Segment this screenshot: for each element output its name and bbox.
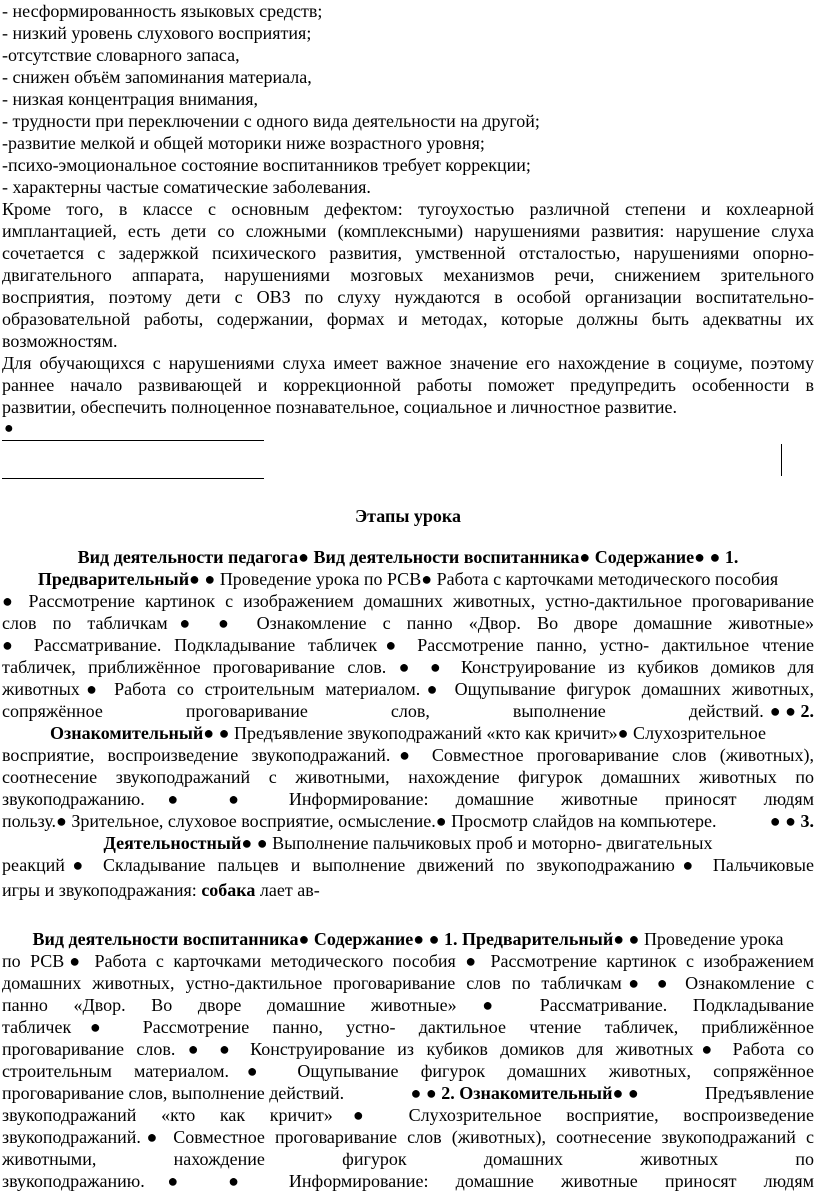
section1-line: слов по табличкам● ● Ознакомление с панно «Двор. Во дворе домашние животные» (2, 613, 814, 633)
section2-line: звукоподражаний.● Совместное проговаривание слов (животных), соотнесение звукоподражаний с (2, 1127, 814, 1147)
line-text: проговаривание слов, выполнение действий. (2, 1083, 345, 1103)
bullet-item: - характерны частые соматические заболевания. (2, 177, 371, 197)
stage-label: Ознакомительный● ● (49, 723, 230, 743)
section2-line: по РСВ● Работа с карточками методического пособия ● Рассмотрение картинок с изображением (2, 951, 814, 971)
paragraph-line: восприятия, поэтому дети с ОВЗ по слуху нуждаются в особой организации воспитательно- (2, 287, 814, 307)
bullet-dot: ● (4, 420, 14, 437)
stage-label: ● ● 2. Ознакомительный● ● (410, 1083, 639, 1103)
paragraph-line: имплантацией, есть дети со сложными (комплексными) нарушениями развития: нарушение слуха (2, 221, 814, 241)
section1-line (0, 832, 816, 854)
section1-line (2, 700, 814, 722)
bullet-item: -психо-эмоциональное состояние воспитанников требует коррекции; (2, 155, 531, 175)
section2-line (0, 928, 816, 950)
bullet-item: -отсутствие словарного запаса, (2, 45, 240, 65)
section1-line: восприятие, воспроизведение звукоподражаний.● Совместное проговаривание слов (животных), (2, 745, 814, 765)
line-text: сопряжённое проговаривание слов, выполнение действий. (2, 701, 764, 721)
paragraph-line: развитии, обеспечить полноценное познавательное, социальное и личностное развитие. (2, 397, 678, 417)
section1-line (0, 722, 816, 744)
section1-line (2, 810, 814, 832)
paragraph-line: сочетается с задержкой психического развития, умственной отсталостью, нарушениями опорно- (2, 243, 814, 263)
section2-heading: Вид деятельности воспитанника● Содержание● ● 1. Предварительный● ● (32, 929, 640, 949)
paragraph-line: раннее начало развивающей и коррекционной работы поможет предупредить особенности в (2, 375, 814, 395)
page-title: Этапы урока (354, 506, 462, 526)
bullet-item: - снижен объём запоминания материала, (2, 67, 312, 87)
line-text: Предъявление (705, 1083, 814, 1103)
section1-line (0, 568, 816, 590)
stage-label: Предварительный● ● (37, 569, 216, 589)
section2-line: звукоподражанию.● ● Информирование: домашние животные приносят людям (2, 1171, 814, 1191)
bullet-item: - несформированность языковых средств; (2, 1, 323, 21)
keyword-dog: собака (201, 880, 256, 900)
stage-text: Выполнение пальчиковых проб и моторно- двигательных (267, 833, 713, 853)
line-text: игры и звукоподражания: (2, 880, 202, 900)
section1-line: Вид деятельности педагога● Вид деятельности воспитанника● Содержание● ● 1. (77, 547, 739, 567)
horizontal-rule (2, 440, 264, 441)
section2-line: панно «Двор. Во дворе домашние животные» ● Рассматривание. Подкладывание (2, 995, 814, 1015)
section2-line: животными, нахождение фигурок домашних животных по (2, 1149, 814, 1169)
section1-line: ● Рассмотрение картинок с изображением домашних животных, устно-дактильное проговаривание (2, 591, 814, 611)
section2-line (2, 1082, 814, 1104)
stage-number: ● ● 3. (769, 811, 814, 831)
stage-text: Предъявление звукоподражаний «кто как кричит»● Слухозрительное (229, 723, 766, 743)
paragraph-line: двигательного аппарата, нарушениями мозговых механизмов речи, снижением зрительного (2, 265, 814, 285)
line-text: пользу.● Зрительное, слуховое восприятие, осмысление.● Просмотр слайдов на компьютере. (2, 811, 717, 831)
section1-line: соотнесение звукоподражаний с животными, нахождение фигурок домашних животных по (2, 767, 814, 787)
stage-text: Проведение урока (639, 929, 784, 949)
paragraph-line: Кроме того, в классе с основным дефектом: тугоухостью различной степени и кохлеарной (2, 199, 814, 219)
section1-line: звукоподражанию.● ● Информирование: домашние животные приносят людям (2, 789, 814, 809)
horizontal-rule (2, 478, 264, 479)
bullet-item: -развитие мелкой и общей моторики ниже возрастного уровня; (2, 133, 485, 153)
section2-line: домашних животных, устно-дактильное проговаривание слов по табличкам● ● Ознакомление с (2, 973, 814, 993)
stage-text: Проведение урока по РСВ● Работа с карточками методического пособия (215, 569, 779, 589)
bullet-item: - трудности при переключении с одного вида деятельности на другой; (2, 111, 540, 131)
section1-line: реакций● Складывание пальцев и выполнение движений по звукоподражанию● Пальчиковые (2, 855, 814, 875)
stage-label: Деятельностный● ● (103, 833, 268, 853)
section1-line: ● Рассматривание. Подкладывание табличек● Рассмотрение панно, устно- дактильное чтение (2, 635, 814, 655)
vertical-rule (781, 444, 782, 476)
section2-line: проговаривание слов. ● ● Конструирование из кубиков домиков для животных● Работа со (2, 1039, 814, 1059)
section1-line: табличек, приближённое проговаривание слов. ● ● Конструирование из кубиков домиков для (2, 657, 814, 677)
bullet-item: - низкий уровень слухового восприятия; (2, 23, 312, 43)
section1-line (2, 879, 320, 901)
section2-line: звукоподражаний «кто как кричит»● Слухозрительное восприятие, воспроизведение (2, 1105, 814, 1125)
section1-line: животных● Работа со строительным материалом.● Ощупывание фигурок домашних животных, (2, 679, 814, 699)
line-text: лает ав- (255, 880, 320, 900)
section2-line: табличек● Рассмотрение панно, устно- дактильное чтение табличек, приближённое (2, 1017, 814, 1037)
paragraph-line: образовательной работы, содержании, формах и методах, которые должны быть адекватны их (2, 309, 814, 329)
paragraph-line: Для обучающихся с нарушениями слуха имеет важное значение его нахождение в социуме, поэтому (2, 353, 814, 373)
bullet-item: - низкая концентрация внимания, (2, 89, 259, 109)
stage-number: ● ● 2. (769, 701, 814, 721)
section2-line: строительным материалом.● Ощупывание фигурок домашних животных, сопряжённое (2, 1061, 814, 1081)
paragraph-line: возможностям. (2, 331, 118, 351)
